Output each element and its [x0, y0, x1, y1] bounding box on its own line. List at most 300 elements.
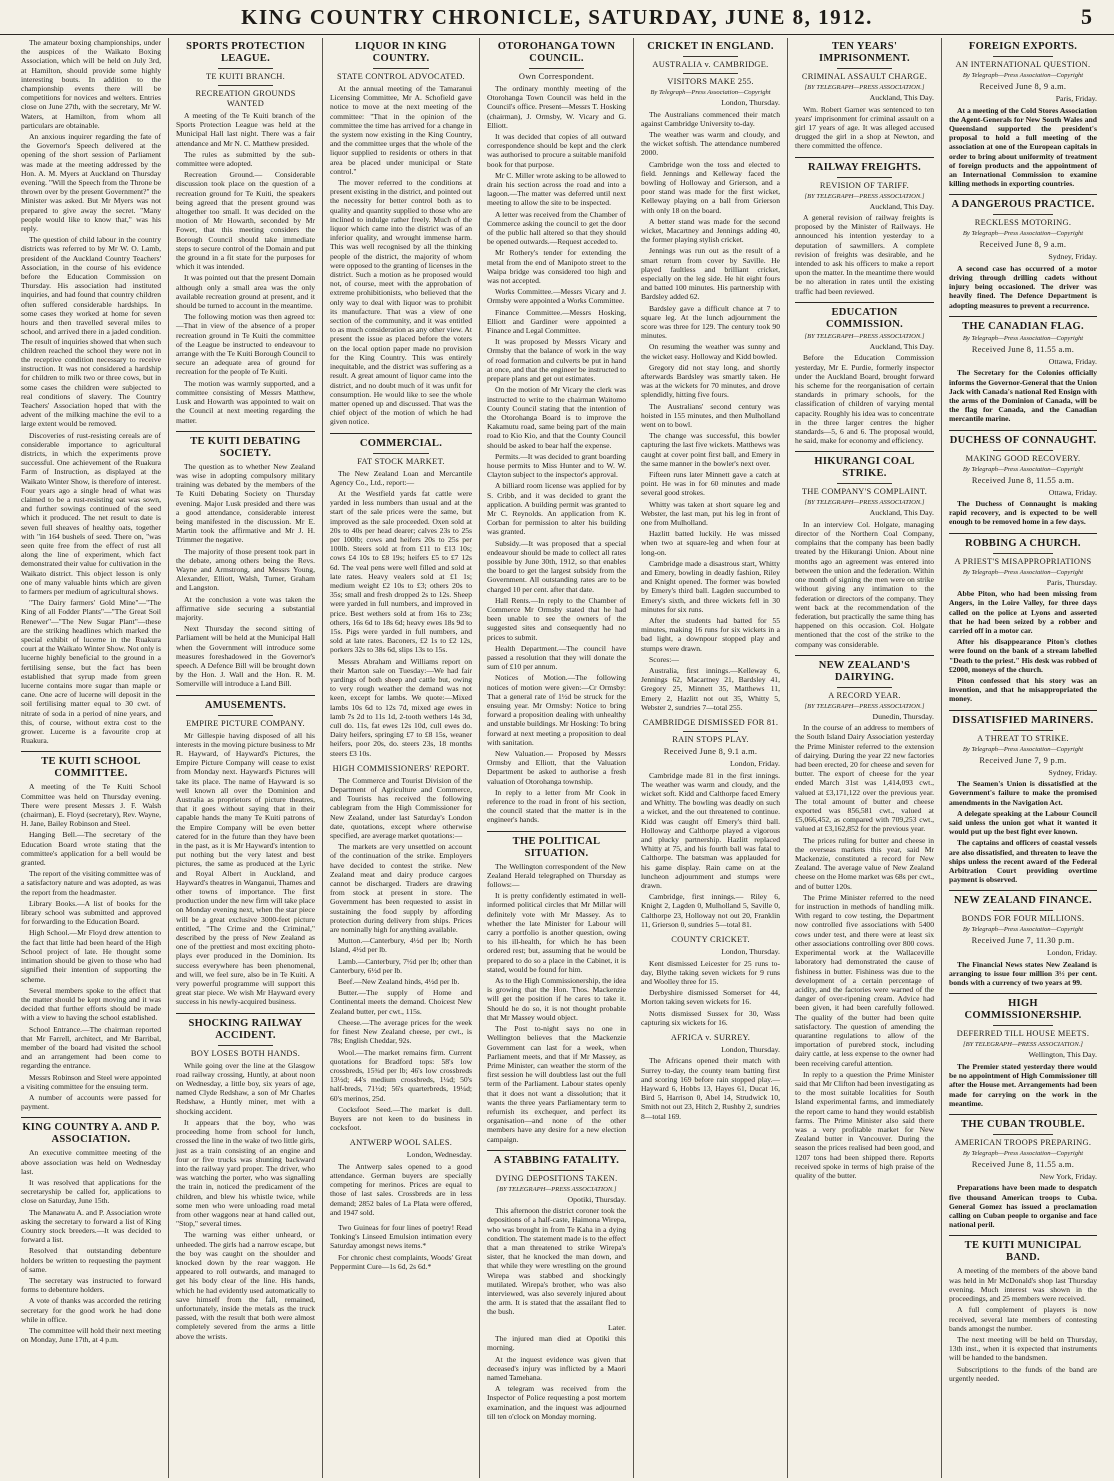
dateline: London, Friday.: [730, 759, 780, 769]
article-subheadline: DYING DEPOSITIONS TAKEN.: [495, 1173, 618, 1183]
paragraph: Wool.—The market remains firm. Current quotations for Bradford tops: 58's low crossbreds, 15¾d per lb; 46's low crossbreds 13½d; 44's medium crossbreds, 1¼d; 50's half-breds, 71½d; 56's quarterbreds, 19¼d; 60's merinos, 25d.: [330, 1047, 472, 1103]
paragraph: The secretary was instructed to forward forms to debenture holders.: [21, 1275, 161, 1295]
press-credit: By Telegraph—Press Association—Copyright: [962, 568, 1084, 576]
article: [949, 1114, 1097, 1230]
paragraph: Cambridge won the toss and elected to field. Jennings and Kelleway faced the bowling of Holloway and Grierson, and a poor stand was made for the first wicket, Kelleway playing on a ball from Grierson with only 18 on the board.: [641, 159, 780, 215]
press-credit: [BY TELEGRAPH—PRESS ASSOCIATION.]: [804, 332, 925, 340]
paragraph: Scores:—: [649, 654, 679, 664]
paragraph: Australia, first innings.—Kelleway 6, Jennings 62, Macartney 21, Bardsley 41, Gregory 25, Minnett 35, Matthews 11, Emery 2, Hazlitt not out 35, Whitty 5, Webster 2, sundries 7—total 255.: [641, 666, 780, 712]
paragraph: A telegram was received from the Inspector of Police requesting a post mortem examination, and the inquest was adjourned till ten o'clock on Monday morning.: [487, 1384, 626, 1421]
article: [949, 194, 1097, 310]
section-divider: [176, 431, 315, 432]
paragraph: On the motion of Mr Vicary the clerk was instructed to write to the chairman Waitomo County Council stating that the intention of the Otorohanga Board is to improve the Kakamutu road, same being part of the main road to Kio Kio, and that the County Council should be asked to bear half the expense.: [487, 385, 626, 450]
headline-rule: [993, 1134, 1052, 1135]
received-line: Received June 7, 11.30 p.m.: [971, 936, 1075, 946]
received-line: Received June 8, 11.55 a.m.: [971, 1159, 1075, 1169]
article-headline: SHOCKING RAILWAY ACCIDENT.: [188, 1017, 303, 1041]
paragraph: A better stand was made for the second wicket, Macartney and Jennings adding 40, the former playing stylish cricket.: [641, 216, 780, 245]
paragraph: The Antwerp sales opened to a good attendance. German buyers are specially competing for merinos. Prices are equal to those of last sales. Crossbreds are in less demand; 2852 bales of La Plata were offered, and 1947 sold.: [330, 1161, 472, 1217]
paragraph: Subscriptions to the funds of the band are urgently needed.: [949, 1364, 1097, 1383]
paragraph: The weather was warm and cloudy, and the wicket softish. The attendance numbered 2000.: [641, 129, 780, 158]
article: [176, 1013, 315, 1341]
article-headline: SPORTS PROTECTION LEAGUE.: [186, 41, 305, 64]
dateline: Auckland, This Day.: [869, 508, 934, 518]
dateline: Ottawa, Friday.: [1048, 487, 1097, 497]
section-divider: [176, 1013, 315, 1014]
article-subheadline: DEFERRED TILL HOUSE MEETS.: [956, 1029, 1090, 1039]
article-headline: NEW ZEALAND FINANCE.: [954, 895, 1092, 907]
article-headline: A DANGEROUS PRACTICE.: [951, 199, 1095, 211]
section-divider: [21, 751, 161, 752]
article-headline: AMUSEMENTS.: [204, 699, 287, 711]
received-line: Received June 8, 11.55 a.m.: [971, 344, 1075, 354]
article-headline: EDUCATION COMMISSION.: [825, 306, 904, 330]
paragraph: Whitty was taken at short square leg and Webster, the last man, put his leg in front of one from Mulholland.: [641, 499, 780, 528]
press-credit: By Telegraph—Press Association—Copyright: [962, 926, 1084, 934]
dateline: Sydney, Friday.: [1048, 767, 1097, 777]
masthead-title: KING COUNTRY CHRONICLE, SATURDAY, JUNE 8, 1912.: [241, 5, 873, 29]
paragraph: A meeting of the Te Kuiti branch of the Sports Protection League was held at the Municipal Hall last night. There was a fair attendance and Mr N. C. Matthew presided.: [176, 111, 315, 148]
paragraph: Mr C. Miller wrote asking to be allowed to drain his section across the road and into a lagoon.—The matter was deferred until next meeting to allow the site to be inspected.: [487, 170, 626, 208]
columns: [14, 38, 1104, 1478]
article-subheadline: A PRIEST'S MISAPPROPRIATIONS: [954, 556, 1092, 566]
press-credit: By Telegraph—Press Association—Copyright: [962, 334, 1084, 342]
paragraph: Cambridge made 81 in the first innings. The weather was warm and cloudy, and the wicket soft. Kidd and Calthorpe faced Emery and Whitty. The bowling was deadly on such a wicket, and the out threatened to continue. Kidd was caught off Emery's third ball. Holloway and Calthorpe played a vigorous and plucky partnership. Hazlitt replaced Whitty at 75, and his fourth ball was fatal to Calthorpe. The batsman was applauded for his game display. Rain came on at the luncheon adjournment and stumps were drawn.: [641, 770, 780, 891]
article-subheadline: AMERICAN TROOPS PREPARING.: [954, 1137, 1092, 1147]
section-divider: [949, 430, 1097, 431]
paragraph: Cambridge, first innings.— Riley 6, Knight 2, Lagden 0, Mulholland 5, Saville 0, Calthorpe 23, Holloway not out 20, Franklin 11, Grierson 0, sundries 5—total 81.: [641, 892, 780, 929]
headline-rule: [837, 177, 893, 178]
section-divider: [21, 1117, 161, 1118]
paragraph: The Australians commenced their match against Cambridge University to-day.: [641, 109, 780, 128]
section-divider: [795, 302, 934, 303]
article-headline: DISSATISFIED MARINERS.: [952, 714, 1094, 726]
paragraph: The mover referred to the conditions at present existing in the district, and pointed out the necessity for better control both as to quality and quantity supplied to those who are inclined to indulge rather freely. Much of the liquor which came into the district was of an inferior quality, and wrought immense harm. This was well recognised by all the thinking people of the district, the majority of whom were opposed to the granting of licenses in the district. Such a motion as he proposed would not, of course, meet with the approbation of extreme prohibitionists, who believed that the only way to deal with liquor was to prohibit its manufacture. That was a view of one section of the community, and it was entitled to as much consideration as any other view. At present the issue as placed before the voters on the local option paper made no provision for the King Country. This was entirely inequitable, and the district was suffering as a result. A great amount of liquor came into the district, and no doubt much of it was unfit for consumption. He would like to see the whole matter opened up and discussed. That was the chief object of the motion of which he had given notice.: [330, 178, 472, 427]
article: [949, 316, 1097, 424]
headline-rule: [218, 715, 274, 716]
paragraph: A second case has occurred of a motor driving through drilling cadets without injury being occasioned. The driver was heavily fined. The Defence Department is adopting measures to prevent a recurrence.: [949, 263, 1097, 310]
paragraph: Cambridge made a disastrous start, Whitty and Emery, bowling in deadly fashion, Riley and Knight opened. The former was bowled by Emery's third ball. Lagden succumbed to Emery's sixth, and three wickets fell in 30 minutes for six runs.: [641, 558, 780, 614]
headline-rule: [837, 483, 893, 484]
paragraph: The question of child labour in the country districts was referred to by Mr W. O. Lamb, president of the Auckland Country Teachers' Association, in the course of his evidence before the Education Commission on Thursday. His association had instituted inquiries, and had found that country children often suffered considerable hardships. In some cases they worked at home for seven hours and then travelled several miles to school, and arrived there in a jaded condition. The result of inquiries showed that when such children reached the school they were not in the receptive condition necessary to receive instruction. It was not considered a hardship for children to milk two or three cows, but in some cases the children were subjected to real conditions of slavery. The Country Teachers' Association hoped that with the advent of the milking machine the evil to a large extent would be removed.: [21, 235, 161, 429]
paragraph: The committee will hold their next meeting on Monday, June 17th, at 4 p.m.: [21, 1326, 162, 1345]
article-headline: HIGH COMMISSIONERSHIP.: [964, 998, 1082, 1022]
paragraph: Notices of Motion.—The following notices of motion were given:—Cr Ormsby: That a general rate of 1½d be struck for the ensuing year. Mr Ormsby: Notice to bring forward a proposition dealing with unhealthy and unstable buildings. Mr Hosking: To bring forward at next meeting a proposition to deal with sanitation.: [487, 673, 626, 747]
article: [949, 430, 1097, 527]
section-divider: [949, 1235, 1097, 1236]
dateline: London, Thursday.: [721, 98, 780, 107]
article: [795, 41, 934, 151]
article-subheadline: Own Correspondent.: [518, 72, 595, 81]
received-line: Received June 8, 11.55 a.m.: [971, 475, 1075, 485]
dateline: Auckland, This Day.: [869, 201, 934, 211]
paragraph: High School.—Mr Floyd drew attention to the fact that little had been heard of the High School project of late. He thought some intimation should be given to those who had signified their intention of supporting the scheme.: [21, 928, 161, 984]
article-headline: OTOROHANGA TOWN COUNCIL.: [497, 41, 616, 64]
article: [641, 1033, 780, 1121]
article-subheadline: THE COMPANY'S COMPLAINT.: [801, 487, 928, 497]
article: [949, 533, 1097, 704]
headline-rule: [993, 1025, 1052, 1026]
article-headline: THE POLITICAL SITUATION.: [512, 835, 601, 859]
paragraph: For chronic chest complaints, Woods' Great Peppermint Cure—1s 6d, 2s 6d.*: [330, 1252, 472, 1271]
headline-rule: [683, 56, 739, 57]
paragraph: Mr Gillespie having disposed of all his interests in the moving picture business to Mr R. Hayward, of Hayward's Pictures, the Empire Picture Company will cease to exist from Monday next. Hayward's Pictures will take its place. The name of Hayward is so well known all over the Dominion and Australia as proprietors of picture theatres, that it goes without saying that in their capable hands the many Te Kuiti patrons of the Empire Company will be even better catered for in the future than they have been in the past, as it is Mr Hayward's intention to put nothing but the very latest and best pictures, the same as produced at the Lyric and Royal Albert in Auckland, and Hayward's theatres in Wanganui, Thames and other towns of importance. The first production under the new firm will take place on Monday evening next, when the star piece will be a great exclusive 3000-feet picture entitled, "The Crime and the Criminal," described by the press of New Zealand as one of the prettiest and most exciting photo-plays ever produced in the Dominion. Its success everywhere has been phenomenal, and will, we feel sure, also be in Te Kuiti. A very powerful programme will support this great star piece. We wish Mr Hayward every success in his newly-acquired business.: [176, 730, 315, 1007]
paragraph: Messrs Robinson and Steel were appointed a visiting committee for the ensuing term.: [21, 1072, 161, 1091]
subheadline-rule: [683, 731, 739, 732]
headline-rule: [218, 68, 274, 69]
received-line: Received June 7, 9 p.m.: [979, 755, 1067, 765]
paragraph: The Commerce and Tourist Division of the Department of Agriculture and Commerce, and Tourists has received the following cablegram from the High Commissioner for New Zealand, under last Saturday's London date, quotations, except where otherwise specified, are average market quotations:—: [330, 775, 472, 841]
article-headline: FOREIGN EXPORTS.: [968, 41, 1078, 52]
article: [795, 302, 934, 446]
section-divider: [949, 316, 1097, 317]
paragraph: The amateur boxing championships, under the auspices of the Waikato Boxing Association, which will be held on July 3rd, at Hamilton, should provide some highly interesting bouts. In addition to the championship events there will be competitions for novices and welters. Entries close on June 27th, with the secretary, Mr W. Waters, at Hamilton, from whom all particulars are obtainable.: [21, 38, 161, 130]
press-credit: By Telegraph—Press Association—Copyright: [962, 72, 1084, 79]
section-divider: [949, 194, 1097, 195]
paragraph: Piton confessed that his story was an invention, and that he misappropriated the money.: [949, 676, 1097, 704]
article: [330, 41, 472, 427]
dateline: Paris, Thursday.: [1046, 577, 1097, 587]
paragraph: Kent dismissed Leicester for 25 runs to-day, Blythe taking seven wickets for 9 runs and Woolley three for 15.: [641, 958, 780, 986]
article-subheadline-2: RAIN STOPS PLAY.: [672, 735, 749, 745]
paragraph: Cocksfoot Seed.—The market is dull. Buyers are not keen to do business in cocksfoot.: [330, 1104, 472, 1133]
article: [795, 655, 934, 1180]
paragraph: A meeting of the members of the above band was held in Mr McDonald's shop last Thursday evening. Much interest was shown in the proceedings, and 25 members were received.: [949, 1266, 1097, 1304]
paragraph: The Financial News states New Zealand is arranging to issue four million 3½ per cent. bonds with a currency of two years at 99.: [949, 959, 1097, 988]
article: [176, 431, 315, 689]
subheadline-rule: [683, 73, 739, 74]
paragraph: New Valuation.— Proposed by Messrs Ormsby and Elliott, that the Valuation Department be asked to authorise a fresh valuation of Otorohanga township.: [487, 749, 626, 786]
paragraph: School Entrance.—The chairman reported that Mr Farrell, architect, and Mr Barribal, member of the board had visited the school and an arrangement had been come to regarding the entrance.: [21, 1024, 161, 1071]
article: [641, 718, 780, 929]
paragraph: At the annual meeting of the Tamaranui Licensing Committee, Mr A. Schofield gave notice to move at the next meeting of the committee: "That in the opinion of the committee the time has arrived for a change in the system now existing in the King Country, and the committee urges that the whole of the liquor supplied to residents or others in that area be placed under municipal or State control.": [330, 84, 472, 176]
section-divider: [949, 1114, 1097, 1115]
paragraph: Derbyshire dismissed Somerset for 44, Morton taking seven wickets for 16.: [641, 988, 780, 1007]
paragraph: Wm. Robert Garner was sentenced to ten years' imprisonment for criminal assault on a girl 17 years of age. It was alleged accused drugged the girl in a shop at Newton, and there committed the offence.: [795, 104, 934, 151]
paragraph: The captains and officers of coastal vessels are also dissatisfied, and threaten to leave the ships unless the recent award of the Federal Arbitration Court providing overtime payment is observed.: [949, 838, 1097, 885]
article: [330, 1223, 472, 1271]
paragraph: Mr Rothery's tender for extending the metal from the end of Manipoto street to the Waipa bridge was considered too high and was not accepted.: [487, 248, 626, 286]
article: [641, 41, 780, 712]
paragraph: Cheese.—The average prices for the week for finest New Zealand cheese, per cwt., is 78s; English Cheddar, 92s.: [330, 1017, 472, 1046]
paragraph: At the Westfield yards fat cattle were yarded in less numbers than usual and at the start of the sale prices were the same, but improved as the sale proceeded. Oxen sold at 20s to 40s per head dearer; calves 23s to 25s per 100lb; cows and heifers 20s to 25s per 100lb. Steers sold at from £11 to £13 10s; cows £4 10s to £8 19s; heifers £5 to £7 12s 6d. The veal pens were well filled and sold at late rates. Heavy vealers sold at £1 1s; medium weight £2 10s to £3; others 20s to 35s; small and fresh dropped 2s to 12s. Sheep were yarded in full numbers, and improved in price. Best wethers sold at from 16s to 23s; others, 16s 6d to 18s 6d; heavy ewes 18s 9d to 15s. Pigs were yarded in full numbers, and sold at late rates. Baconers, £2 1s to £2 12s, porkers 32s to 38s 6d, slips 13s to 15s.: [330, 488, 472, 655]
section-divider: [176, 695, 315, 696]
article-headline: TE KUITI DEBATING SOCIETY.: [190, 435, 301, 459]
paragraph: The Secretary for the Colonies officially informs the Governor-General that the Union Jack with Canada's national Red Ensign with the arms of the Dominion of Canada, will be the flag for Canada, and the Canadian mercantile marine.: [949, 368, 1097, 424]
paragraph: "The Dairy farmers' Gold Mine"—"The King of all Fodder Plants"—"The Great Soil Renewer"—"The New Sugar Plant"—these are the striking headlines which marked the special exhibit of lucerne in the Ruakura court at the Waikato Winter Show. Not only is lucerne highly beneficial to the ground in a fertilising sense, but the fact has been established that syrup made from green lucerne contains more sugar than maple or cane. One acre of lucerne will deposit in the soil fertilising matter equal to 30 cwt. of nitrate of soda in a period of nine years, and this, of course, without extra cost to the grower. Lucerne is a favourite crop at Ruakura.: [21, 598, 161, 746]
paragraph: The Premier stated yesterday there would be no appointment of High Commissioner till after the House met. Arrangements had been made for carrying on the work in the meantime.: [949, 1061, 1097, 1108]
headline-rule: [837, 68, 893, 69]
paragraph: Jennings was run out as the result of a smart return from cover by Saville. He played faultless and brilliant cricket, especially on the leg side. He hit eight fours and batted 100 minutes. His partnership with Bardsley added 62.: [641, 246, 780, 302]
article: [330, 764, 472, 1133]
press-credit: By Telegraph—Press Association—Copyright: [962, 1149, 1084, 1157]
article: [21, 38, 161, 745]
dateline: London, Friday.: [1047, 948, 1097, 958]
subheadline-rule: [218, 85, 274, 86]
article-headline: RAILWAY FREIGHTS.: [807, 161, 922, 173]
article-subheadline: BOY LOSES BOTH HANDS.: [190, 1048, 301, 1058]
headline-rule: [373, 453, 430, 454]
headline-rule: [993, 214, 1052, 215]
paragraph: Hazlitt batted luckily. He was missed when two at square-leg and when four at long-on.: [641, 529, 780, 557]
press-credit: [BY TELEGRAPH—PRESS ASSOCIATION.]: [804, 84, 925, 91]
headline-rule: [993, 450, 1052, 451]
article: [949, 1235, 1097, 1382]
headline-rule: [373, 68, 430, 69]
paragraph: An executive committee meeting of the above association was held on Wednesday last.: [21, 1148, 161, 1176]
dateline: Dunedin, Thursday.: [872, 711, 934, 721]
paragraph: The New Zealand Loan and Mercantile Agency Co., Ltd., report:—: [330, 468, 472, 487]
received-line: Received June 8, 9 a.m.: [979, 82, 1067, 91]
article-headline: DUCHESS OF CONNAUGHT.: [949, 434, 1097, 446]
section-divider: [949, 710, 1097, 711]
paragraph: Health Department.—The council have passed a resolution that they will donate the sum of £10 per annum.: [487, 643, 626, 672]
press-credit: By Telegraph—Press Association—Copyright: [650, 89, 771, 96]
paragraph: At a meeting of the Cold Stores Association the Agent-Generals for New South Wales and Queensland supported the president's proposal to hold a full meeting of the association at one of the European capitals in order to bring about uniformity of treatment of foreign products and the appointment of an International Commission to examine killing methods in exporting countries.: [949, 105, 1097, 189]
paragraph: Discoveries of rust-resisting cereals are of considerable importance to agricultural districts, in which the experiments prove successful. One achievement of the Ruakura Farm of Instruction, as displayed at the Waikato Winter Show, is therefore of interest. Four years ago a single head of what was claimed to be a rust-resisting oat was sown, and further sowings continued of the seed which it produced. The net result to date is seven full sheaves of healthy oats, together with "in 164 bushels of seed. There on, "was seen quite free from the effect of rust all along the line of experiment, which fact demonstrated their value for cultivation in the Waikato district. This object lesson is only one of many valuable hints which are given to farmers per medium of agricultural shows.: [21, 430, 161, 596]
article: [487, 1323, 626, 1421]
article: [21, 751, 161, 1111]
article-headline: THE CANADIAN FLAG.: [962, 320, 1084, 332]
paragraph: It was proposed by Messrs Vicary and Ormsby that the balance of work in the way of road formation and culverts be put in hand at once, and that the engineer be instructed to prepare plans and get out estimates.: [487, 337, 626, 384]
article-subheadline: BONDS FOR FOUR MILLIONS.: [961, 914, 1085, 924]
paragraph: A letter was received from the Chamber of Commerce asking the council to get the door of the public hall altered so that they should be opened outwards.—Request acceded to.: [487, 209, 626, 247]
paragraph: Fifteen runs later Minnett gave a catch at point. He was in for 60 minutes and made several good strokes.: [641, 470, 780, 498]
article: [949, 993, 1097, 1108]
paragraph: The following motion was then agreed to:—That in view of the absence of a proper recreation ground in Te Kuiti the committee of the League be instructed to endeavour to arrange with the Te Kuiti Borough Council to secure an adequate area of ground for recreation for the people of Te Kuiti.: [176, 312, 315, 377]
column-4: [480, 38, 634, 1478]
article: [949, 890, 1097, 987]
article-subheadline: CRIMINAL ASSAULT CHARGE.: [801, 72, 928, 81]
headline-rule: [993, 553, 1052, 554]
paragraph: It is pretty confidently estimated in well-informed political circles that Mr Millar will definitely vote with Mr Massey. As to whether the late Minister for Labour will carry a portfolio is another question, owing to his ill-health, for which he has been ordered rest; but, assuming that he would be prepared to do so a place in the Cabinet, it is stated, would be found for him.: [487, 891, 626, 974]
article-headline: ROBBING A CHURCH.: [965, 537, 1081, 549]
article-headline: LIQUOR IN KING COUNTRY.: [355, 41, 447, 64]
paragraph: Butter.—The supply of Home and Continental meets the demand. Choicest New Zealand butter, per cwt., 115s.: [330, 988, 472, 1016]
article-subheadline: TE KUITI BRANCH.: [205, 72, 285, 81]
paragraph: In an interview Col. Holgate, managing director of the Northern Coal Company, complains that the company has been badly treated by the Hikurangi Union. About nine months ago an agreement was entered into between the union and the federation. Within one month of signing the men were on strike without giving any intimation to the federation or directors of the company. They went back at the recommendation of the federation, but practically the same thing has happened on this occasion. Col. Holgate mentioned that the cost of the strike to the company was considerable.: [795, 519, 934, 649]
article: [21, 1117, 161, 1344]
paragraph: A full complement of players is now received, several late members of contesting bands amongst the number.: [949, 1305, 1097, 1333]
section-divider: [487, 1150, 626, 1151]
paragraph: As to the High Commissionership, the idea is growing that the Hon. Thos. Mackenzie will get the position if he cares to take it. Should he do so, it is not thought probable that Mr Massey would object.: [487, 976, 626, 1022]
headline-rule: [993, 910, 1052, 911]
article-subheadline-2: RECREATION GROUNDS WANTED: [195, 89, 296, 108]
column-1: [14, 38, 169, 1478]
section-divider: [949, 993, 1097, 994]
paragraph: Lamb.—Canterbury, 7½d per lb; other than Canterbury, 6½d per lb.: [330, 956, 472, 975]
paragraph: Library Books.—A list of books for the library school was submitted and approved for forwarding to the Education Board.: [21, 898, 161, 927]
paragraph: Hanging Bell.—The secretary of the Education Board wrote stating that the committee's application for a bell would be granted.: [21, 830, 161, 868]
dateline: Sydney, Friday.: [1048, 252, 1097, 262]
paragraph: The Prime Minister referred to the need for instruction in methods of handling milk. With regard to cow testing, the Department now controlled five associations with 5400 cows under test, and there were at least six other associations controlling over 800 cows. Experimental work at the Wallaceville laboratory had demonstrated the cause of fishiness in butter. Fishiness was due to the development of a certain percentage of acidity, and the factories were warned of the danger of over-ripening cream. Advice had been given, it had been carefully followed. The quality of the butter had been quite satisfactory. The question of amending the quarantine regulations to allow of the importation of purebred stock, including dairy cattle, at less expense to the owner had been receiving careful attention.: [795, 892, 934, 1068]
paragraph: Preparations have been made to despatch five thousand American troops to Cuba. General Gomez has issued a proclamation calling on Cuban people to organise and face national peril.: [949, 1183, 1097, 1230]
article: [795, 451, 934, 648]
dateline: Later.: [608, 1322, 626, 1332]
section-divider: [330, 433, 472, 434]
article: [795, 157, 934, 296]
press-credit: [BY TELEGRAPH—PRESS ASSOCIATION.]: [804, 499, 925, 507]
headline-rule: [993, 56, 1052, 57]
article-subheadline: RECKLESS MOTORING.: [974, 218, 1072, 228]
dateline: London, Wednesday.: [406, 1150, 472, 1160]
paragraph: Messrs Abraham and Williams report on their Marton sale on Tuesday:—We had fair yardings of both sheep and cattle but, owing to very rough weather the demand was not keen, except for lambs. We quote:—Mixed lambs 10s 6d to 12s 7d, mixed age ewes in lamb 7s 2d to 11s 1d, 2-tooth wethers 14s 3d, cull do. 11s, fat ewes 12s 10d, cull ewes do. Dairy heifers, springing £7 to £8 15s, weaner heifers, poor 20s, do. steers 23s, 18 months steers £3 10s.: [330, 656, 472, 758]
article: [641, 935, 780, 1027]
article: [949, 710, 1097, 885]
received-line: Received June 8, 9.1 a.m.: [663, 747, 758, 757]
paragraph: The report of the visiting committee was of a satisfactory nature and was adopted, as was the report from the headmaster.: [21, 869, 161, 897]
paragraph: The injured man died at Opotiki this morning.: [487, 1334, 626, 1353]
article-subheadline: AUSTRALIA v. CAMBRIDGE.: [652, 60, 769, 69]
paragraph: Next Thursday the second sitting of Parliament will be held at the Municipal Hall when the Government will introduce some measures foreshadowed in the Governor's speech. A Defence Bill will be brought down by the Hon. J. Wall and the Hon. R. M. Somerville will introduce a Land Bill.: [176, 624, 315, 689]
received-line: Received June 8, 9 a.m.: [979, 240, 1067, 250]
article-subheadline: COUNTY CRICKET.: [671, 935, 750, 945]
paragraph: While going over the line at the Glasgow road railway crossing, Huntly, at about noon on Wednesday, a little boy, six years of age, named Clyde Redshaw, a son of Mr Charles Redshaw, a Huntly miner, met with a shocking accident.: [176, 1060, 315, 1116]
article-headline: HIKURANGI COAL STRIKE.: [814, 456, 915, 480]
paragraph: A vote of thanks was accorded the retiring secretary for the good work he had done while in office.: [21, 1296, 161, 1324]
headline-rule: [218, 1045, 274, 1046]
dateline: Ottawa, Friday.: [1048, 356, 1097, 366]
press-credit: By Telegraph—Press Association—Copyright: [962, 230, 1084, 238]
article-subheadline: AFRICA v. SURREY.: [670, 1032, 751, 1042]
paragraph: A number of accounts were passed for payment.: [21, 1092, 161, 1112]
dateline: Auckland, This Day.: [869, 93, 934, 102]
paragraph: The majority of those present took part in the debate, among others being the Revs. Wayne and Armstrong, and Messrs Young, Alexander, Elliott, Walsh, Turner, Graham and Langston.: [176, 546, 315, 593]
section-divider: [795, 655, 934, 656]
paragraph: The Manawatu A. and P. Association wrote asking the secretary to forward a list of King Country stock breeders.—It was decided to forward a list.: [21, 1207, 161, 1245]
press-credit: By Telegraph—Press Association—Copyright: [962, 465, 1084, 473]
dateline: New York, Friday.: [1039, 1171, 1097, 1181]
paragraph: It was decided that copies of all outward correspondence should be kept and the clerk was authorised to procure a suitable manifold book for that purpose.: [487, 132, 626, 169]
paragraph: In the course of an address to members of the South Island Dairy Association yesterday the Prime Minister referred to the extension of dairying. During the year 22 new factories had been erected, 20 for cheese and seven for butter. The export of cheese for the year ended March 31st was 1,414,093 cwt., valued at £3,171,122 over the previous year. The total amount of butter and cheese exported was 856,581 cwt., valued at £5,066,452, as compared with 709,253 cwt., valued at £3,162,852 for the previous year.: [795, 723, 934, 834]
article-subheadline: EMPIRE PICTURE COMPANY.: [186, 718, 305, 728]
article: [330, 433, 472, 758]
paragraph: The Seamen's Union is dissatisfied at the Government's failure to make the promised amendments in the Navigation Act.: [949, 779, 1097, 807]
paragraph: Beef.—New Zealand hinds, 4½d per lb.: [338, 977, 460, 987]
article-headline: NEW ZEALAND'S DAIRYING.: [818, 659, 911, 683]
paragraph: In reply to a question the Prime Minister said that Mr Clifton had been investigating as to the most suitable localities for South Island experimental farms, and immediately the report came to hand they would establish farms. The Prime Minister also said there was a very profitable market for New Zealand butter in Vancouver. During the season the prices realised had been good, and 1207 tons had been shipped there. Reports received spoke in terms of high praise of the quality of the butter.: [795, 1069, 934, 1180]
paragraph: Before the Education Commission yesterday, Mr E. Purdie, formerly inspector under the Auckland Board, brought forward his scheme for the reorganisation of certain standards in primary schools, for the classification of children of varying mental capacity. Roughly his idea was to concentrate in the three larger centres the higher standards—5, 6 and 6. The proposal would, he said, make for economy and efficiency.: [795, 353, 934, 446]
article-headline: TE KUITI MUNICIPAL BAND.: [964, 1240, 1082, 1264]
article: [949, 41, 1097, 188]
paragraph: Abbe Piton, who had been missing from Angers, in the Loire Valley, for three days called on the police at Lyons and asserted that he had been seized by a robber and carried off in a motor car.: [949, 589, 1097, 635]
paragraph: The Africans opened their match with Surrey to-day, the county team batting first and scoring 169 before rain stopped play.—Hayward 6, Hobbs 13, Hayes 61, Ducat 16, Bird 5, Harrison 0, Abel 14, Strudwick 10, Smith not out 23, Hitch 2, Rushby 2, sundries 8—total 169.: [641, 1056, 781, 1121]
column-3: [323, 38, 480, 1478]
paragraph: The warning was either unheard, or unheeded. The girls had a narrow escape, but the boy was caught on the shoulder and knocked down by the rear waggon. He appeared to roll outwards, and managed to get his body clear of the line. His hands, which he had evidently used automatically to save himself from the fall, remained, unfortunately, inside the metals as the truck passed, with the result that both were almost completely severed from the arms a little above the wrists.: [176, 1230, 315, 1341]
paragraph: The motion was warmly supported, and a committee consisting of Messrs Matthew, Lusk and Howarth was appointed to wait on the Council at next meeting regarding the matter.: [176, 378, 315, 425]
press-credit: By Telegraph—Press Association—Copyright: [962, 745, 1084, 753]
paragraph: A general revision of railway freights is proposed by the Minister of Railways. He announced his intention yesterday to a deputation of sawmillers. A complete revision of freights was desirable, and he intended to ask his officers to make a report upon the matter. In the meantime there would be no alteration in rates until the existing traffic had been reviewed.: [795, 213, 934, 296]
paragraph: The Post to-night says no one in Wellington believes that the Mackenzie Government can last for a week, when Parliament meets, and that if Mr Massey, as Prime Minister, can weather the storm of the first session he will doubtless last out the full term of the Parliament. Labour states openly that it does not want a dissolution; that it wants the three years Parliamentary term to refurnish its exchequer, and perfect its organisation—and none of the other members have any desire for a new election campaign.: [487, 1024, 626, 1144]
paragraph: Hall Rents.—In reply to the Chamber of Commerce Mr Ormsby stated that he had been unable to see the owners of the suggested sites and consequently had no prices to submit.: [487, 595, 626, 642]
paragraph: Recreation Ground.— Considerable discussion took place on the question of a recreation ground for Te Kuiti, the speakers being agreed that the present ground was altogether too small. It was decided on the motion of Mr Howarth, seconded by Mr Fower, that this meeting considers the Borough Council should take immediate steps to secure control of the Domain and put the ground in a fit state for the purposes for which it was intended.: [176, 170, 315, 272]
paragraph: Permits.—It was decided to grant boarding house permits to Miss Hunter and to W. W. Clayton subject to the inspector's approval.: [487, 451, 626, 480]
column-2: [169, 38, 323, 1478]
paragraph: In reply to a letter from Mr Cook in reference to the road in front of his section, the council stated that the matter is in the engineer's hands.: [487, 787, 626, 825]
article-subheadline: A THREAT TO STRIKE.: [977, 733, 1069, 743]
article-headline: KING COUNTRY A. AND P. ASSOCIATION.: [22, 1122, 160, 1146]
paragraph: The question as to whether New Zealand was wise in adopting compulsory military training was debated by the members of the Te Kuiti Debating Society on Thursday evening. Major Lusk presided and there was a good attendance, considerable interest being manifested in the discussion. Mr E. Martin took the affirmative and Mr J. H. Trimmer the negative.: [176, 461, 315, 545]
paragraph: After the students had batted for 55 minutes, making 16 runs for six wickets in a bad light, a downpour stopped play and stumps were drawn.: [641, 616, 780, 653]
article-subheadline-2: VISITORS MAKE 255.: [667, 77, 754, 86]
article-subheadline: REVISION OF TARIFF.: [819, 180, 910, 190]
section-divider: [795, 451, 934, 452]
press-credit: [BY TELEGRAPH—PRESS ASSOCIATION.]: [496, 1185, 617, 1193]
article: [487, 41, 626, 825]
paragraph: Works Committee.—Messrs Vicary and J. Ormsby were appointed a Works Committee.: [487, 287, 626, 306]
dateline: London, Thursday.: [721, 1044, 780, 1054]
dateline: Wellington, This Day.: [1028, 1050, 1097, 1060]
article-subheadline: MAKING GOOD RECOVERY.: [965, 453, 1081, 463]
article-subheadline: ANTWERP WOOL SALES.: [349, 1138, 453, 1148]
paragraph: Resolved that outstanding debenture holders be written to requesting the payment of same.: [21, 1246, 161, 1274]
paragraph: The prices ruling for butter and cheese in the overseas markets this year, said Mr Mackenzie, constituted a record for New Zealand. The average value of New Zealand cheese on the Home market was 68s per cwt., and of butter 120s.: [795, 835, 934, 891]
press-credit: [BY TELEGRAPH—PRESS ASSOCIATION.]: [804, 702, 925, 710]
paragraph: The ordinary monthly meeting of the Otorohanga Town Council was held in the Council's office. Present—Messrs T. Hosking (chairman), J. Ormsby, W. Vicary and G. Elliott.: [487, 84, 626, 130]
paragraph: The Wellington correspondent of the New Zealand Herald telegraphed on Thursday as follows:—: [487, 861, 626, 890]
paragraph: Finance Committee.—Messrs Hosking, Elliott and Gardiner were appointed a Finance and Legal Committee.: [487, 307, 626, 336]
paragraph: At the inquest evidence was given that deceased's injury was inflicted by a Maori named Tamehana.: [487, 1354, 626, 1382]
paragraph: At the conclusion a vote was taken the affirmative side securing a substantial majority.: [176, 594, 315, 622]
dateline: London, Thursday.: [721, 947, 780, 957]
article-headline: TEN YEARS' IMPRISONMENT.: [819, 41, 910, 64]
paragraph: A billiard room license was applied for by S. Cribb, and it was decided to grant the application. A building permit was granted to Mr C. Reynolds. An application from K. Corban for permission to alter his building was granted.: [487, 481, 626, 537]
paragraph: The markets are very unsettled on account of the continuation of the strike. Employers have decided to contest the strike. New Zealand meat and dairy produce cargoes cannot be discharged. Traders are drawing from stock at present in store. The Government has been requested to assist in sustaining the food supply by affording protection during delivery from ships. Prices are nominally high for anything available.: [330, 842, 472, 935]
paragraph: Mutton.—Canterbury, 4½d per lb; North Island, 4½d per lb.: [330, 936, 472, 955]
masthead: [0, 0, 1114, 35]
paragraph: It appears that the boy, who was proceeding home from school for lunch, crossed the line in the wake of two little girls, just as a train consisting of an engine and four or five trucks was shunting backward into the railway yard proper. The driver, who was watching the porter, who was signalling the train in, noticed the predicament of the children, and blew his whistle twice, while some men who were unloading road metal from other waggons near at hand called out, "Stop," several times.: [176, 1117, 315, 1229]
article-headline: CRICKET IN ENGLAND.: [647, 41, 774, 52]
article-subheadline: A RECORD YEAR.: [828, 690, 901, 700]
article: [176, 41, 315, 425]
paragraph: Two Guineas for four lines of poetry! Read Tonking's Linseed Emulsion intimation every Saturday amongst news items.*: [330, 1223, 472, 1251]
paragraph: Notts dismissed Sussex for 30, Wass capturing six wickets for 16.: [641, 1008, 780, 1027]
article-headline: THE CUBAN TROUBLE.: [961, 1118, 1085, 1130]
article-headline: A STABBING FATALITY.: [493, 1154, 620, 1166]
paragraph: The rules as submitted by the sub-committee were adopted.: [176, 149, 315, 169]
paragraph: Gregory did not stay long, and shortly afterwards Bardsley was smartly taken. He was at the wickets for 70 minutes, and drove splendidly, hitting five fours.: [641, 362, 780, 400]
page-number: 5: [1081, 4, 1092, 29]
headline-rule: [837, 687, 893, 688]
article: [330, 1138, 472, 1217]
article-subheadline: STATE CONTROL ADVOCATED.: [337, 72, 465, 81]
article: [487, 1150, 626, 1317]
paragraph: This afternoon the district coroner took the depositions of a half-caste, Haimona Wirepa, who was brought in from Te Kaha in a dying condition. The statement made is to the effect that a man threatened to strike Wirepa's sister, that he knocked the man down, and that while they were wrestling on the ground Wirepa was stabbed and shockingly mutilated. Wirepa's brother, who was also interviewed, was also severely injured about the arm. It is stated that the assailant fled to the bush.: [487, 1206, 626, 1317]
article-subheadline: AN INTERNATIONAL QUESTION.: [955, 60, 1091, 69]
paragraph: On resuming the weather was sunny and the wicket easy. Holloway and Kidd bowled.: [641, 342, 780, 361]
section-divider: [949, 533, 1097, 534]
dateline: Paris, Friday.: [1055, 94, 1097, 103]
section-divider: [949, 890, 1097, 891]
column-6: [788, 38, 942, 1478]
section-divider: [795, 157, 934, 158]
article-subheadline: CAMBRIDGE DISMISSED FOR 81.: [642, 718, 779, 728]
headline-rule: [529, 68, 585, 69]
paragraph: An anxious inquirer regarding the fate of the Governor's Speech delivered at the opening of the short session of Parliament was made at the meeting addressed by the Hon. A. M. Myers at Auckland on Thursday evening. "Will the Speech from the Throne be thrown over by the present Government?" the Minister was asked. But Mr Myers was not prepared to give away the secret. "Many people would like to know that," was his reply.: [21, 132, 161, 234]
dateline: Opotiki, Thursday.: [567, 1194, 626, 1204]
paragraph: It was resolved that applications for the secretaryship be called for, applications to close on Saturday, June 15th.: [21, 1177, 161, 1206]
article-subheadline: HIGH COMMISSIONERS' REPORT.: [332, 763, 470, 773]
paragraph: It was pointed out that the present Domain although only a small area was the only available recreation ground at present, and it should be turned to account in the meantime.: [176, 273, 315, 311]
article: [176, 695, 315, 1007]
article-subheadline: FAT STOCK MARKET.: [357, 456, 445, 466]
paragraph: The next meeting will be held on Thursday, 13th inst., when it is expected that instruments will be handed to the bandsmen.: [949, 1334, 1097, 1363]
paragraph: After his disappearance Piton's clothes were found on the bank of a stream labelled "Death to the priest." His desk was robbed of £2000, moneys of the church.: [949, 637, 1097, 674]
paragraph: The Duchess of Connaught is making rapid recovery, and is expected to be well enough to be removed home in a few days.: [949, 499, 1097, 527]
paragraph: A meeting of the Te Kuiti School Committee was held on Thursday evening. There were present Messrs J. F. Walsh (chairman), E. Floyd (secretary), Rev. Wayne, H. Jane, Bailey Robinson and Steel.: [21, 782, 161, 829]
column-5: [634, 38, 788, 1478]
article-headline: TE KUITI SCHOOL COMMITTEE.: [41, 756, 141, 780]
